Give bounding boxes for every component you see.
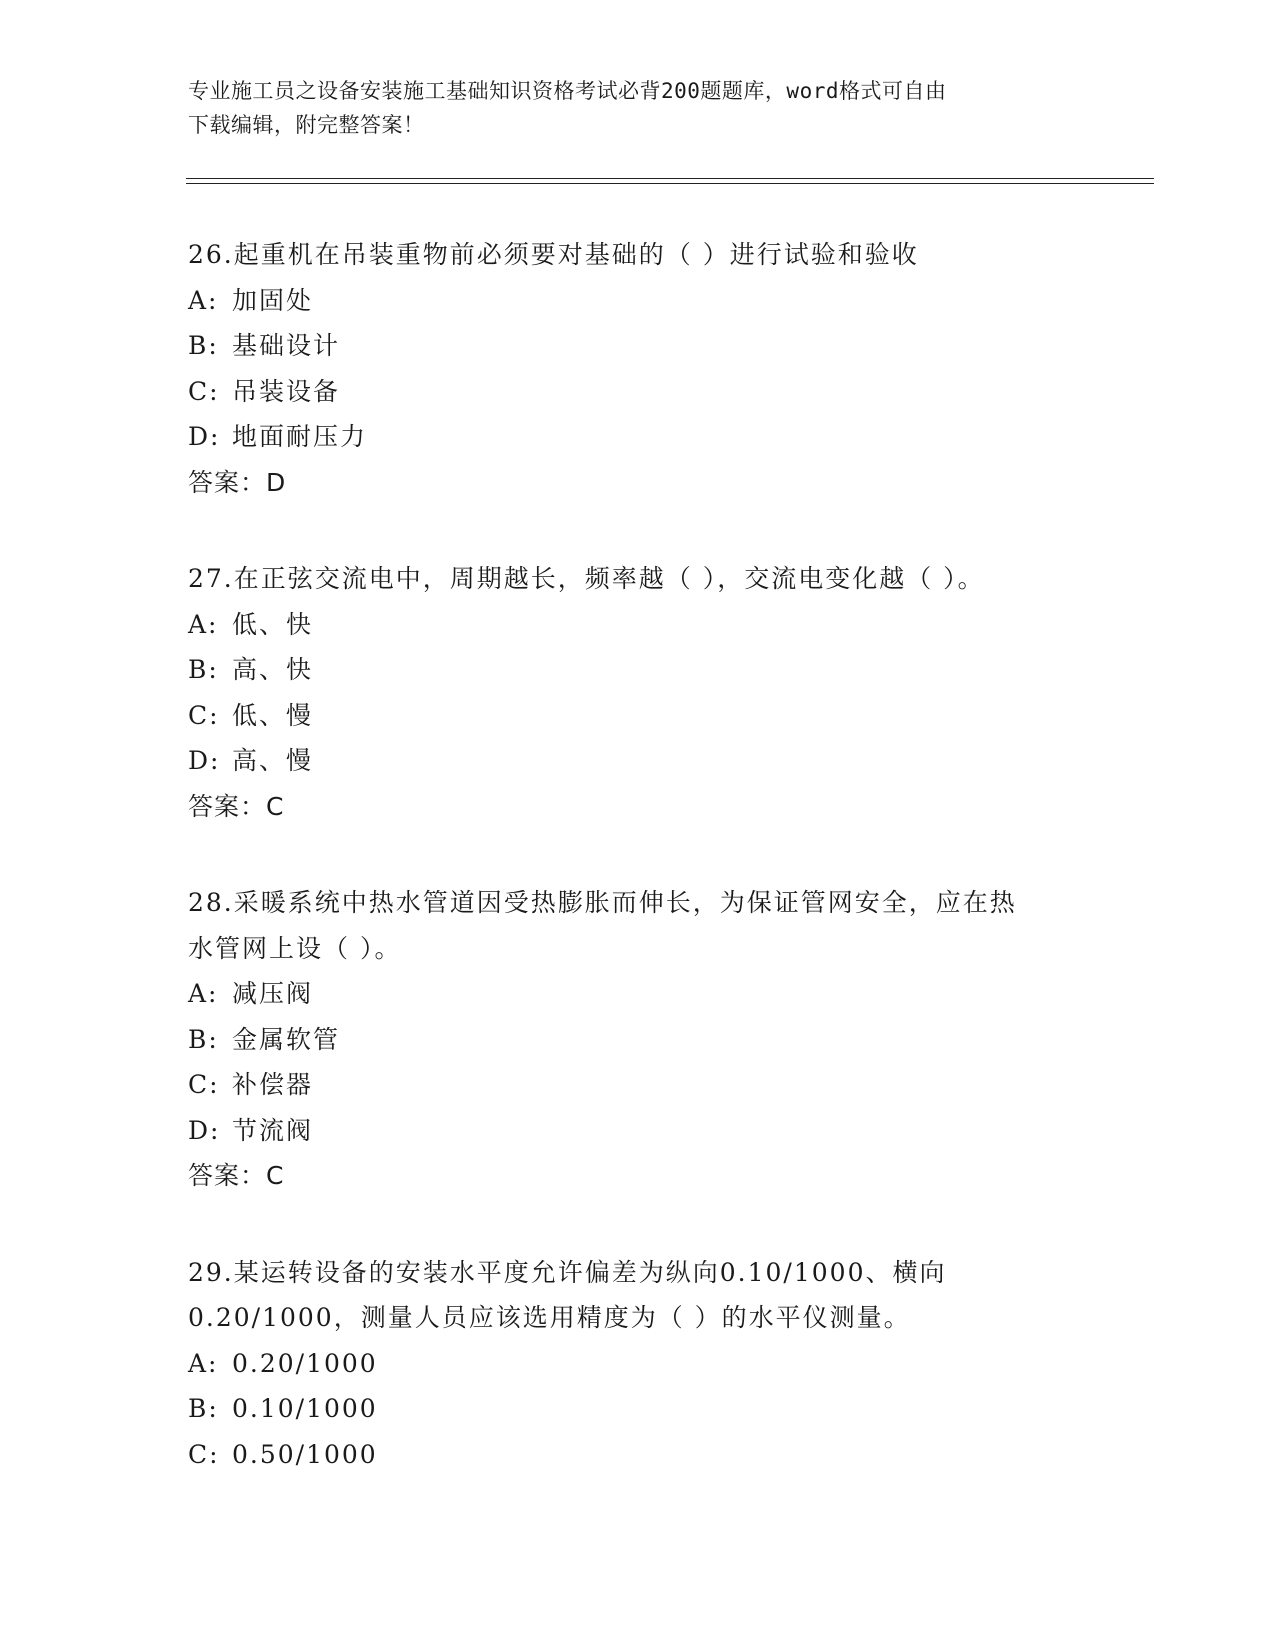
option-letter: C: bbox=[188, 700, 220, 730]
option-letter: A: bbox=[188, 609, 219, 639]
header-line-1: 专业施工员之设备安装施工基础知识资格考试必背200题题库，word格式可自由 bbox=[188, 79, 947, 103]
answer-option bbox=[188, 647, 1088, 693]
question-block bbox=[188, 556, 1088, 829]
answer-option bbox=[188, 369, 1088, 415]
answer-option bbox=[188, 414, 1088, 460]
question-stem-line: 26.起重机在吊装重物前必须要对基础的（ ）进行试验和验收 bbox=[188, 240, 919, 269]
answer-option bbox=[188, 1432, 1088, 1478]
question-stem bbox=[188, 1250, 1088, 1341]
option-letter: D: bbox=[188, 746, 221, 775]
question-stem-line: 水管网上设（ ）。 bbox=[188, 933, 402, 963]
option-letter: C: bbox=[188, 1439, 220, 1469]
option-text: 金属软管 bbox=[232, 1024, 341, 1054]
question-block bbox=[188, 232, 1088, 505]
answer-key: 答案：D bbox=[188, 467, 287, 497]
question-stem-line: 0.20/1000，测量人员应该选用精度为（ ）的水平仪测量。 bbox=[188, 1303, 911, 1332]
option-letter: C: bbox=[188, 1070, 220, 1099]
question-list bbox=[188, 232, 1088, 1528]
option-text: 0.10/1000 bbox=[232, 1394, 378, 1423]
answer-option bbox=[188, 1017, 1088, 1063]
header-divider-bottom bbox=[186, 183, 1154, 184]
option-text: 吊装设备 bbox=[232, 376, 341, 406]
option-text: 基础设计 bbox=[232, 331, 341, 360]
option-letter: B: bbox=[188, 1394, 219, 1423]
option-letter: D: bbox=[188, 1115, 221, 1145]
answer-key: 答案：C bbox=[188, 1161, 285, 1190]
question-block bbox=[188, 1250, 1088, 1478]
option-text: 节流阀 bbox=[232, 1115, 314, 1145]
answer-option bbox=[188, 738, 1088, 784]
option-text: 0.50/1000 bbox=[232, 1439, 378, 1469]
answer-option bbox=[188, 323, 1088, 369]
answer-option bbox=[188, 693, 1088, 739]
header-line-2: 下载编辑，附完整答案！ bbox=[188, 113, 425, 137]
answer-option bbox=[188, 1062, 1088, 1108]
header-divider-top bbox=[186, 178, 1154, 179]
option-text: 地面耐压力 bbox=[232, 422, 368, 451]
option-text: 高、快 bbox=[232, 655, 314, 684]
option-text: 低、快 bbox=[232, 609, 314, 639]
option-letter: A: bbox=[188, 1348, 219, 1378]
option-letter: B: bbox=[188, 655, 219, 684]
answer-key: 答案：C bbox=[188, 791, 285, 821]
question-stem bbox=[188, 556, 1088, 602]
option-letter: A: bbox=[188, 979, 219, 1008]
option-text: 高、慢 bbox=[232, 746, 314, 775]
option-letter: B: bbox=[188, 331, 219, 360]
answer-option bbox=[188, 1341, 1088, 1387]
option-letter: A: bbox=[188, 285, 219, 315]
question-stem bbox=[188, 232, 1088, 278]
question-stem-line: 27.在正弦交流电中，周期越长，频率越（ ），交流电变化越（ ）。 bbox=[188, 564, 985, 593]
option-letter: B: bbox=[188, 1024, 219, 1054]
answer-option bbox=[188, 1386, 1088, 1432]
option-letter: C: bbox=[188, 376, 220, 406]
question-stem-line: 29.某运转设备的安装水平度允许偏差为纵向0.10/1000、横向 bbox=[188, 1257, 947, 1287]
answer-option bbox=[188, 278, 1088, 324]
question-stem bbox=[188, 880, 1088, 971]
option-letter: D: bbox=[188, 422, 221, 451]
option-text: 低、慢 bbox=[232, 700, 314, 730]
option-text: 加固处 bbox=[232, 285, 314, 315]
question-stem-line: 28.采暖系统中热水管道因受热膨胀而伸长，为保证管网安全，应在热 bbox=[188, 888, 1017, 917]
answer-option bbox=[188, 602, 1088, 648]
question-block bbox=[188, 880, 1088, 1199]
option-text: 补偿器 bbox=[232, 1070, 314, 1099]
option-text: 0.20/1000 bbox=[232, 1348, 378, 1378]
option-text: 减压阀 bbox=[232, 979, 314, 1008]
document-header bbox=[188, 74, 1088, 142]
answer-option bbox=[188, 971, 1088, 1017]
answer-option bbox=[188, 1108, 1088, 1154]
